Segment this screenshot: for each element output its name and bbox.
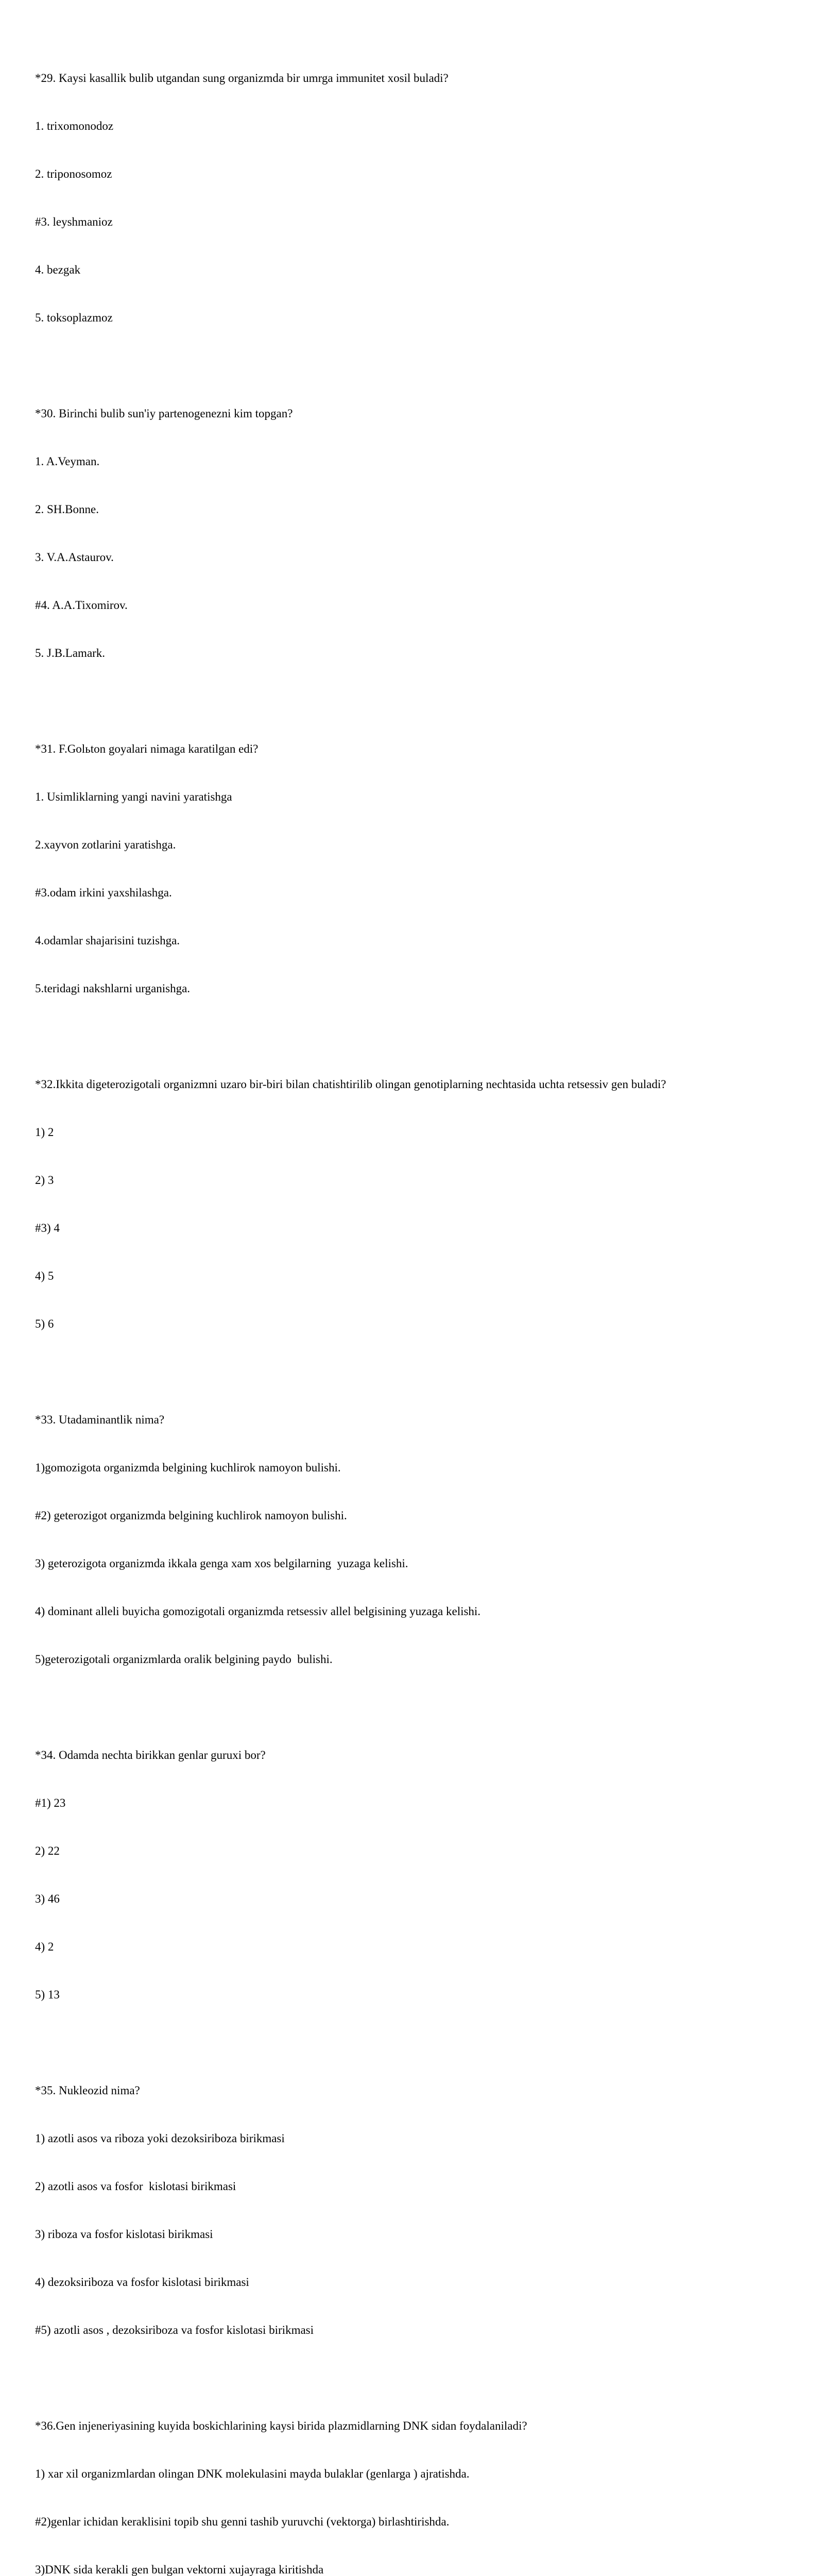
answer-option: 2.xayvon zotlarini yaratishga. xyxy=(35,838,176,851)
question-text: *30. Birinchi bulib sun'iy partenogenezni kim topgan? xyxy=(35,407,293,420)
answer-option: 1. trixomonodoz xyxy=(35,120,114,132)
answer-option: 5) 13 xyxy=(35,1988,60,2001)
answer-option: 4) dezoksiriboza va fosfor kislotasi birikmasi xyxy=(35,2276,249,2289)
answer-option: 4. bezgak xyxy=(35,263,81,276)
question-text: *29. Kaysi kasallik bulib utgandan sung organizmda bir umrga immunitet xosil buladi? xyxy=(35,72,449,84)
answer-option: 5.teridagi nakshlarni urganishga. xyxy=(35,982,191,995)
question-33 xyxy=(35,1380,824,1699)
answer-option: 4.odamlar shajarisini tuzishga. xyxy=(35,934,180,947)
answer-option: 2) azotli asos va fosfor kislotasi birikmasi xyxy=(35,2180,236,2193)
question-29 xyxy=(35,38,824,358)
answer-option: 3) geterozigota organizmda ikkala genga xam xos belgilarning yuzaga kelishi. xyxy=(35,1557,408,1570)
answer-option: 5. J.B.Lamark. xyxy=(35,647,106,659)
answer-option: 4) 5 xyxy=(35,1269,54,1282)
question-text: *36.Gen injeneriyasining kuyida boskichlarining kaysi birida plazmidlarning DNK sidan foydalaniladi? xyxy=(35,2419,527,2432)
answer-option: 3)DNK sida kerakli gen bulgan vektorni xujayraga kiritishda xyxy=(35,2563,324,2576)
answer-option: 1) 2 xyxy=(35,1126,54,1139)
question-34 xyxy=(35,1715,824,2035)
answer-option: 4) dominant alleli buyicha gomozigotali organizmda retsessiv allel belgisining yuzaga kelishi. xyxy=(35,1605,481,1618)
answer-option: 3. V.A.Astaurov. xyxy=(35,551,114,564)
answer-option: 1. A.Veyman. xyxy=(35,455,100,468)
answer-option: 5) 6 xyxy=(35,1317,54,1330)
answer-option: 2) 22 xyxy=(35,1844,60,1857)
answer-option: 2) 3 xyxy=(35,1174,54,1187)
answer-option: 2. triponosomoz xyxy=(35,167,112,180)
answer-option: 5)geterozigotali organizmlarda oralik belgining paydo bulishi. xyxy=(35,1653,333,1666)
answer-option: 1) xar xil organizmlardan olingan DNK molekulasini mayda bulaklar (genlarga ) ajratishda. xyxy=(35,2467,470,2480)
answer-option-correct: #2) geterozigot organizmda belgining kuchlirok namoyon bulishi. xyxy=(35,1509,347,1522)
question-text: *31. F.Golьton goyalari nimaga karatilgan edi? xyxy=(35,742,259,755)
answer-option-correct: #2)genlar ichidan keraklisini topib shu genni tashib yuruvchi (vektorga) birlashtirishda. xyxy=(35,2515,450,2528)
answer-option-correct: #4. A.A.Tixomirov. xyxy=(35,599,128,612)
answer-option: 1. Usimliklarning yangi navini yaratishga xyxy=(35,790,232,803)
answer-option-correct: #3.odam irkini yaxshilashga. xyxy=(35,886,172,899)
answer-option-correct: #3) 4 xyxy=(35,1222,60,1234)
question-text: *33. Utadaminantlik nima? xyxy=(35,1413,165,1426)
question-31 xyxy=(35,709,824,1028)
answer-option: 4) 2 xyxy=(35,1940,54,1953)
answer-option: 5. toksoplazmoz xyxy=(35,311,113,324)
answer-option: 1)gomozigota organizmda belgining kuchlirok namoyon bulishi. xyxy=(35,1461,341,1474)
answer-option: 3) 46 xyxy=(35,1892,60,1905)
question-35 xyxy=(35,2050,824,2370)
question-36 xyxy=(35,2386,824,2576)
answer-option-correct: #5) azotli asos , dezoksiriboza va fosfor kislotasi birikmasi xyxy=(35,2324,314,2336)
answer-option: 2. SH.Bonne. xyxy=(35,503,99,516)
answer-option: 3) riboza va fosfor kislotasi birikmasi xyxy=(35,2228,213,2241)
answer-option-correct: #1) 23 xyxy=(35,1797,66,1809)
question-30 xyxy=(35,374,824,693)
answer-option: 1) azotli asos va riboza yoki dezoksiriboza birikmasi xyxy=(35,2132,285,2145)
question-text: *35. Nukleozid nima? xyxy=(35,2084,140,2097)
answer-option-correct: #3. leyshmanioz xyxy=(35,215,113,228)
question-32 xyxy=(35,1044,824,1364)
question-text: *34. Odamda nechta birikkan genlar guruxi bor? xyxy=(35,1749,266,1761)
question-text: *32.Ikkita digeterozigotali organizmni uzaro bir-biri bilan chatishtirilib olingan genotiplarning nechtasida uchta retsessiv gen buladi? xyxy=(35,1078,666,1091)
